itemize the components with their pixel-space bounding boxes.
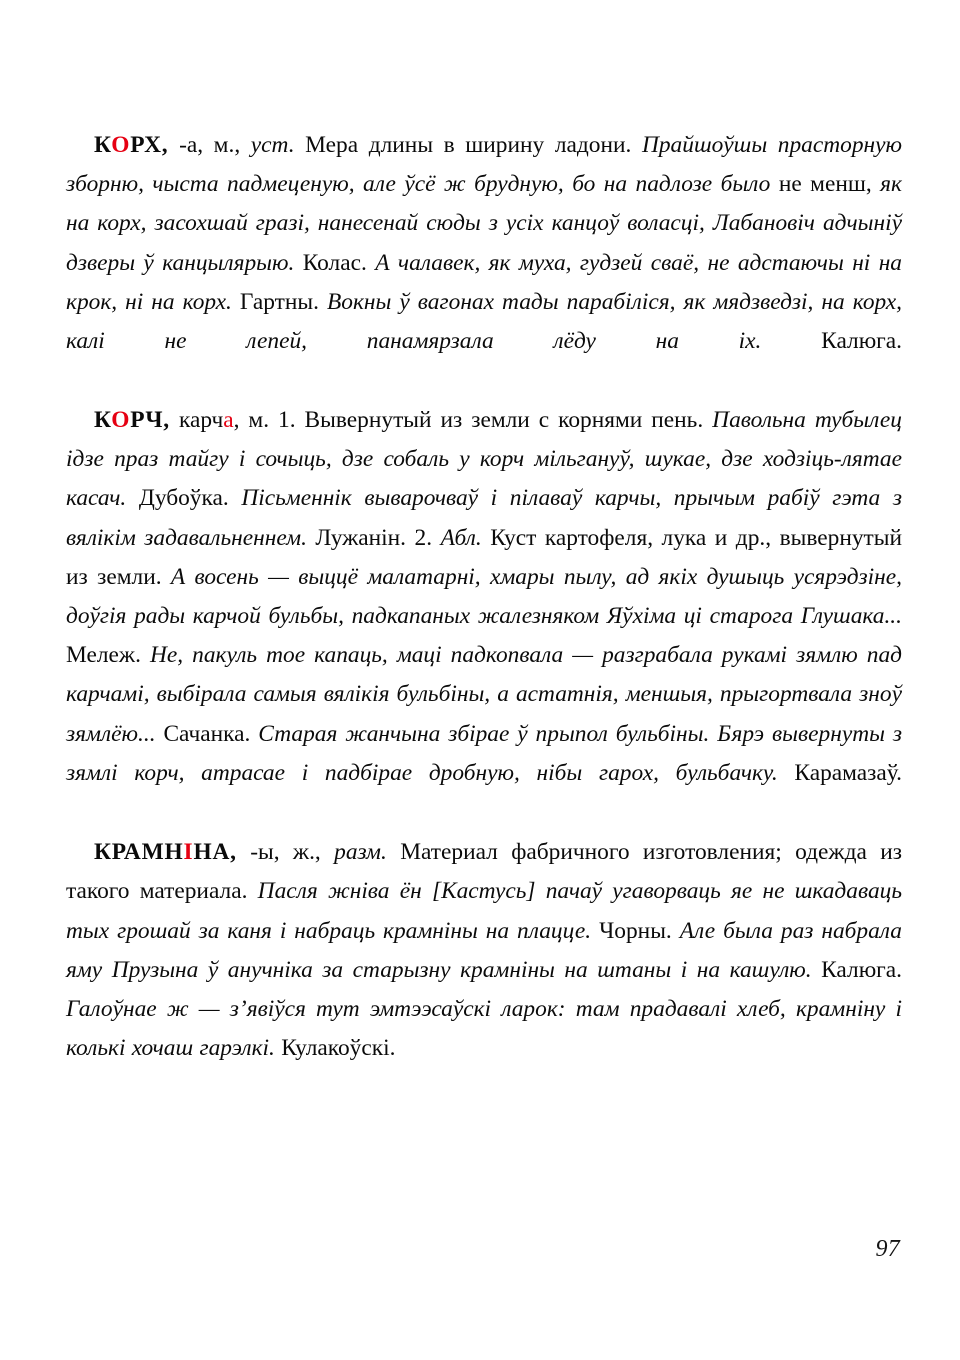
sense-number-korch-1: 1.	[278, 406, 296, 433]
definition-korch-1: Вывернутый из земли с корнями пень.	[295, 406, 713, 433]
author-korch-1: Дубоўка.	[126, 485, 242, 512]
author-kramnina-1: Чорны.	[591, 917, 680, 944]
definition-korh: Мера длины в ширину ладони.	[294, 132, 642, 158]
dictionary-entry-korh	[66, 126, 902, 400]
author-kramnina-3: Кулакоўскі.	[274, 1035, 396, 1062]
inflection-korch-part2: , м.	[233, 406, 279, 433]
citation-korch-4: Не, пакуль тое капаць, маці падкопвала — разграбала рукамі зямлю пад карчамі, выбірала самыя вялікія бульбіны, а астатнія, меншыя, прыгортвала зноў зямлёю...	[66, 642, 902, 747]
citation-korh-1a: Прайшоўшы прасторную зборню, чыста падмеценую, але ўсё ж брудную, бо на падлозе было	[66, 132, 903, 198]
usage-label-kramnina: разм.	[334, 839, 387, 866]
author-korh-3: Калюга.	[761, 328, 903, 355]
citation-kramnina-3: Галоўнае ж — з’явіўся тут эмтээсаўскі ларок: там прадавалі хлеб, крамніну і колькі хочаш гарэлкі.	[66, 995, 902, 1062]
author-korch-4: Сачанка.	[155, 720, 259, 747]
author-korh-2: Гартны.	[231, 288, 327, 315]
citation-kramnina-1: Пасля жніва ён [Кастусь] пачаў угаворваць яе не шкадаваць тых грошай за каня і набраць крамніны на плацце.	[66, 878, 902, 944]
headword-korh-part1: К	[94, 132, 112, 158]
citation-korch-1: Павольна тубылец ідзе праз тайгу і сочыць, дзе собаль у корч мільгануў, шукае, дзе ходзіць-лятае касач.	[66, 406, 902, 512]
headword-kramnina-accent-letter: І	[183, 839, 194, 866]
headword-kramnina	[94, 839, 237, 865]
usage-label-korch-2: Абл.	[440, 524, 482, 551]
text-column	[66, 126, 902, 1068]
citation-korh-3: Вокны ў вагонах тады парабіліся, як мядзведзі, на корх, калі не лепей, панамярзала лёду на іх.	[66, 288, 902, 355]
citation-korch-2: Пісьменнік выварочваў і пілаваў карчы, прычым рабіў гэта з вялікім задавальненнем.	[66, 485, 902, 551]
inflection-korch-part1: карч	[169, 406, 224, 433]
grammar-note-korh: -а, м.,	[168, 132, 251, 158]
author-korch-3: Мележ.	[66, 642, 150, 669]
citation-korch-5: Старая жанчына збірае ў прыпол бульбіны. Бярэ вывернуты з зямлі корч, атрасае і падбірае дробную, нібы гарох, бульбачку.	[66, 720, 902, 786]
headword-korch-part2: РЧ,	[130, 406, 170, 433]
citation-korh-2: А чалавек, як муха, гудзей сваё, не адстаючы ні на крок, ні на корх.	[66, 249, 902, 315]
author-korch-5: Карамазаў.	[777, 759, 903, 786]
headword-korch-part1: К	[94, 406, 112, 433]
headword-korch-accent-letter: О	[111, 406, 131, 433]
headword-kramnina-part1: КРАМН	[94, 839, 184, 866]
headword-kramnina-part2: НА,	[193, 839, 237, 866]
dictionary-entry-korch	[66, 401, 902, 832]
sense-number-korch-2: 2.	[414, 524, 441, 551]
citation-korch-3: А восень — выццё малатарні, хмары пылу, ад якіх душыць усярэдзіне, доўгія рады карчой бульбы, падкапаных жалезняком Яўхіма ці старога Глушака...	[66, 563, 902, 629]
citation-korh-1b-roman: не менш,	[778, 171, 872, 198]
usage-label-korh: уст.	[250, 132, 295, 158]
author-korch-2: Лужанін.	[306, 524, 415, 551]
author-korh-1: Колас.	[294, 249, 376, 276]
citation-kramnina-2: Але была раз набрала яму Прузына ў анучніка за старызну крамніны на штаны і на кашулю.	[66, 917, 902, 983]
inflection-korch-accent-letter: а	[223, 406, 234, 433]
grammar-note-kramnina: -ы, ж.,	[236, 839, 335, 866]
page-number: 97	[875, 1236, 900, 1262]
headword-korh-accent-letter: О	[111, 132, 131, 158]
headword-korch	[94, 407, 170, 433]
dictionary-entry-kramnina	[66, 833, 902, 1068]
headword-korh-part2: РХ,	[130, 132, 169, 158]
headword-korh	[94, 132, 168, 158]
definition-kramnina: Материал фабричного изготовления; одежда из такого материала.	[66, 839, 902, 905]
author-kramnina-2: Калюга.	[811, 956, 902, 983]
definition-korch-2: Куст картофеля, лука и др., вывернутый из земли.	[66, 524, 903, 590]
citation-korh-1c: як на корх, засохшай гразі, нанесенай сюды з усіх канцоў воласці, Лабановіч адчыніў дзверы ў канцылярыю.	[66, 171, 902, 276]
